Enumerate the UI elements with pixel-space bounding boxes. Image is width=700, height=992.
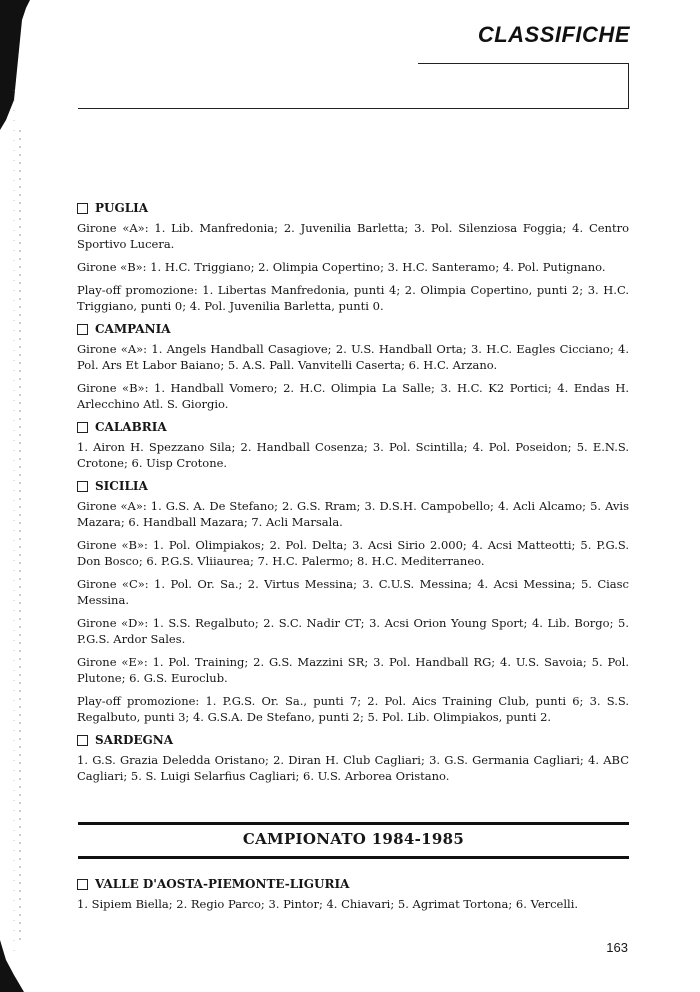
region-section-puglia	[77, 200, 629, 314]
standings-content	[77, 200, 629, 791]
header-rule-vertical	[628, 63, 629, 109]
checkbox-bullet-icon	[77, 735, 88, 746]
standings-paragraph: Girone «B»: 1. Pol. Olimpiakos; 2. Pol. Delta; 3. Acsi Sirio 2.000; 4. Acsi Matteotti; 5. P.G.S. Don Bosco; 6. P.G.S. Vliiaurea; 7. H.C. Palermo; 8. H.C. Mediterraneo.	[77, 538, 629, 568]
standings-paragraph: Girone «A»: 1. G.S. A. De Stefano; 2. G.S. Rram; 3. D.S.H. Campobello; 4. Acli Alcamo; 5. Avis Mazara; 6. Handball Mazara; 7. Acli Marsala.	[77, 499, 629, 529]
region-title: CAMPANIA	[95, 322, 171, 336]
region-heading	[77, 876, 629, 892]
region-section-sicilia	[77, 478, 629, 725]
standings-paragraph: Girone «A»: 1. Lib. Manfredonia; 2. Juvenilia Barletta; 3. Pol. Silenziosa Foggia; 4. Centro Sportivo Lucera.	[77, 221, 629, 251]
region-heading	[77, 478, 629, 494]
region-section-valle-daosta	[77, 876, 629, 919]
region-heading	[77, 321, 629, 337]
standings-paragraph: Girone «A»: 1. Angels Handball Casagiove; 2. U.S. Handball Orta; 3. H.C. Eagles Cicciano; 4. Pol. Ars Et Labor Baiano; 5. A.S. Pall. Vanvitelli Caserta; 6. H.C. Arzano.	[77, 342, 629, 372]
region-title: CALABRIA	[95, 420, 167, 434]
standings-paragraph: Girone «C»: 1. Pol. Or. Sa.; 2. Virtus Messina; 3. C.U.S. Messina; 4. Acsi Messina; 5. Ciasc Messina.	[77, 577, 629, 607]
region-heading	[77, 732, 629, 748]
standings-paragraph: 1. G.S. Grazia Deledda Oristano; 2. Diran H. Club Cagliari; 3. G.S. Germania Cagliari; 4. ABC Cagliari; 5. S. Luigi Selarfius Cagliari; 6. U.S. Arborea Oristano.	[77, 753, 629, 783]
banner-top-rule	[78, 822, 629, 825]
region-title: SICILIA	[95, 479, 148, 493]
standings-paragraph: Play-off promozione: 1. P.G.S. Or. Sa., punti 7; 2. Pol. Aics Training Club, punti 6; 3. S.S. Regalbuto, punti 3; 4. G.S.A. De Stefano, punti 2; 5. Pol. Lib. Olimpiakos, punti 2.	[77, 694, 629, 724]
header-rule-long	[78, 108, 628, 109]
checkbox-bullet-icon	[77, 879, 88, 890]
region-section-calabria	[77, 419, 629, 471]
standings-paragraph: Girone «B»: 1. Handball Vomero; 2. H.C. Olimpia La Salle; 3. H.C. K2 Portici; 4. Endas H. Arlecchino Atl. S. Giorgio.	[77, 381, 629, 411]
header-rule-short	[418, 63, 628, 64]
checkbox-bullet-icon	[77, 422, 88, 433]
region-title: PUGLIA	[95, 201, 149, 215]
page-binding-edge	[0, 0, 40, 992]
standings-paragraph: Girone «B»: 1. H.C. Triggiano; 2. Olimpia Copertino; 3. H.C. Santeramo; 4. Pol. Putignano.	[77, 260, 606, 274]
checkbox-bullet-icon	[77, 203, 88, 214]
standings-paragraph: Play-off promozione: 1. Libertas Manfredonia, punti 4; 2. Olimpia Copertino, punti 2; 3. H.C. Triggiano, punti 0; 4. Pol. Juvenilia Barletta, punti 0.	[77, 283, 629, 313]
region-heading	[77, 200, 629, 216]
standings-paragraph: Girone «E»: 1. Pol. Training; 2. G.S. Mazzini SR; 3. Pol. Handball RG; 4. U.S. Savoia; 5. Pol. Plutone; 6. G.S. Euroclub.	[77, 655, 629, 685]
banner-bottom-rule	[78, 856, 629, 859]
region-title: SARDEGNA	[95, 733, 174, 747]
region-section-campania	[77, 321, 629, 412]
standings-paragraph: Girone «D»: 1. S.S. Regalbuto; 2. S.C. Nadir CT; 3. Acsi Orion Young Sport; 4. Lib. Borgo; 5. P.G.S. Ardor Sales.	[77, 616, 629, 646]
region-title: VALLE D'AOSTA-PIEMONTE-LIGURIA	[95, 877, 350, 891]
region-heading	[77, 419, 629, 435]
checkbox-bullet-icon	[77, 324, 88, 335]
standings-paragraph: 1. Sipiem Biella; 2. Regio Parco; 3. Pintor; 4. Chiavari; 5. Agrimat Tortona; 6. Vercelli.	[77, 897, 579, 911]
page-number: 163	[606, 940, 628, 955]
region-section-sardegna	[77, 732, 629, 784]
standings-paragraph: 1. Airon H. Spezzano Sila; 2. Handball Cosenza; 3. Pol. Scintilla; 4. Pol. Poseidon; 5. E.N.S. Crotone; 6. Uisp Crotone.	[77, 440, 629, 470]
checkbox-bullet-icon	[77, 481, 88, 492]
championship-banner-title: CAMPIONATO 1984-1985	[242, 830, 465, 848]
section-header-title: CLASSIFICHE	[477, 22, 630, 47]
